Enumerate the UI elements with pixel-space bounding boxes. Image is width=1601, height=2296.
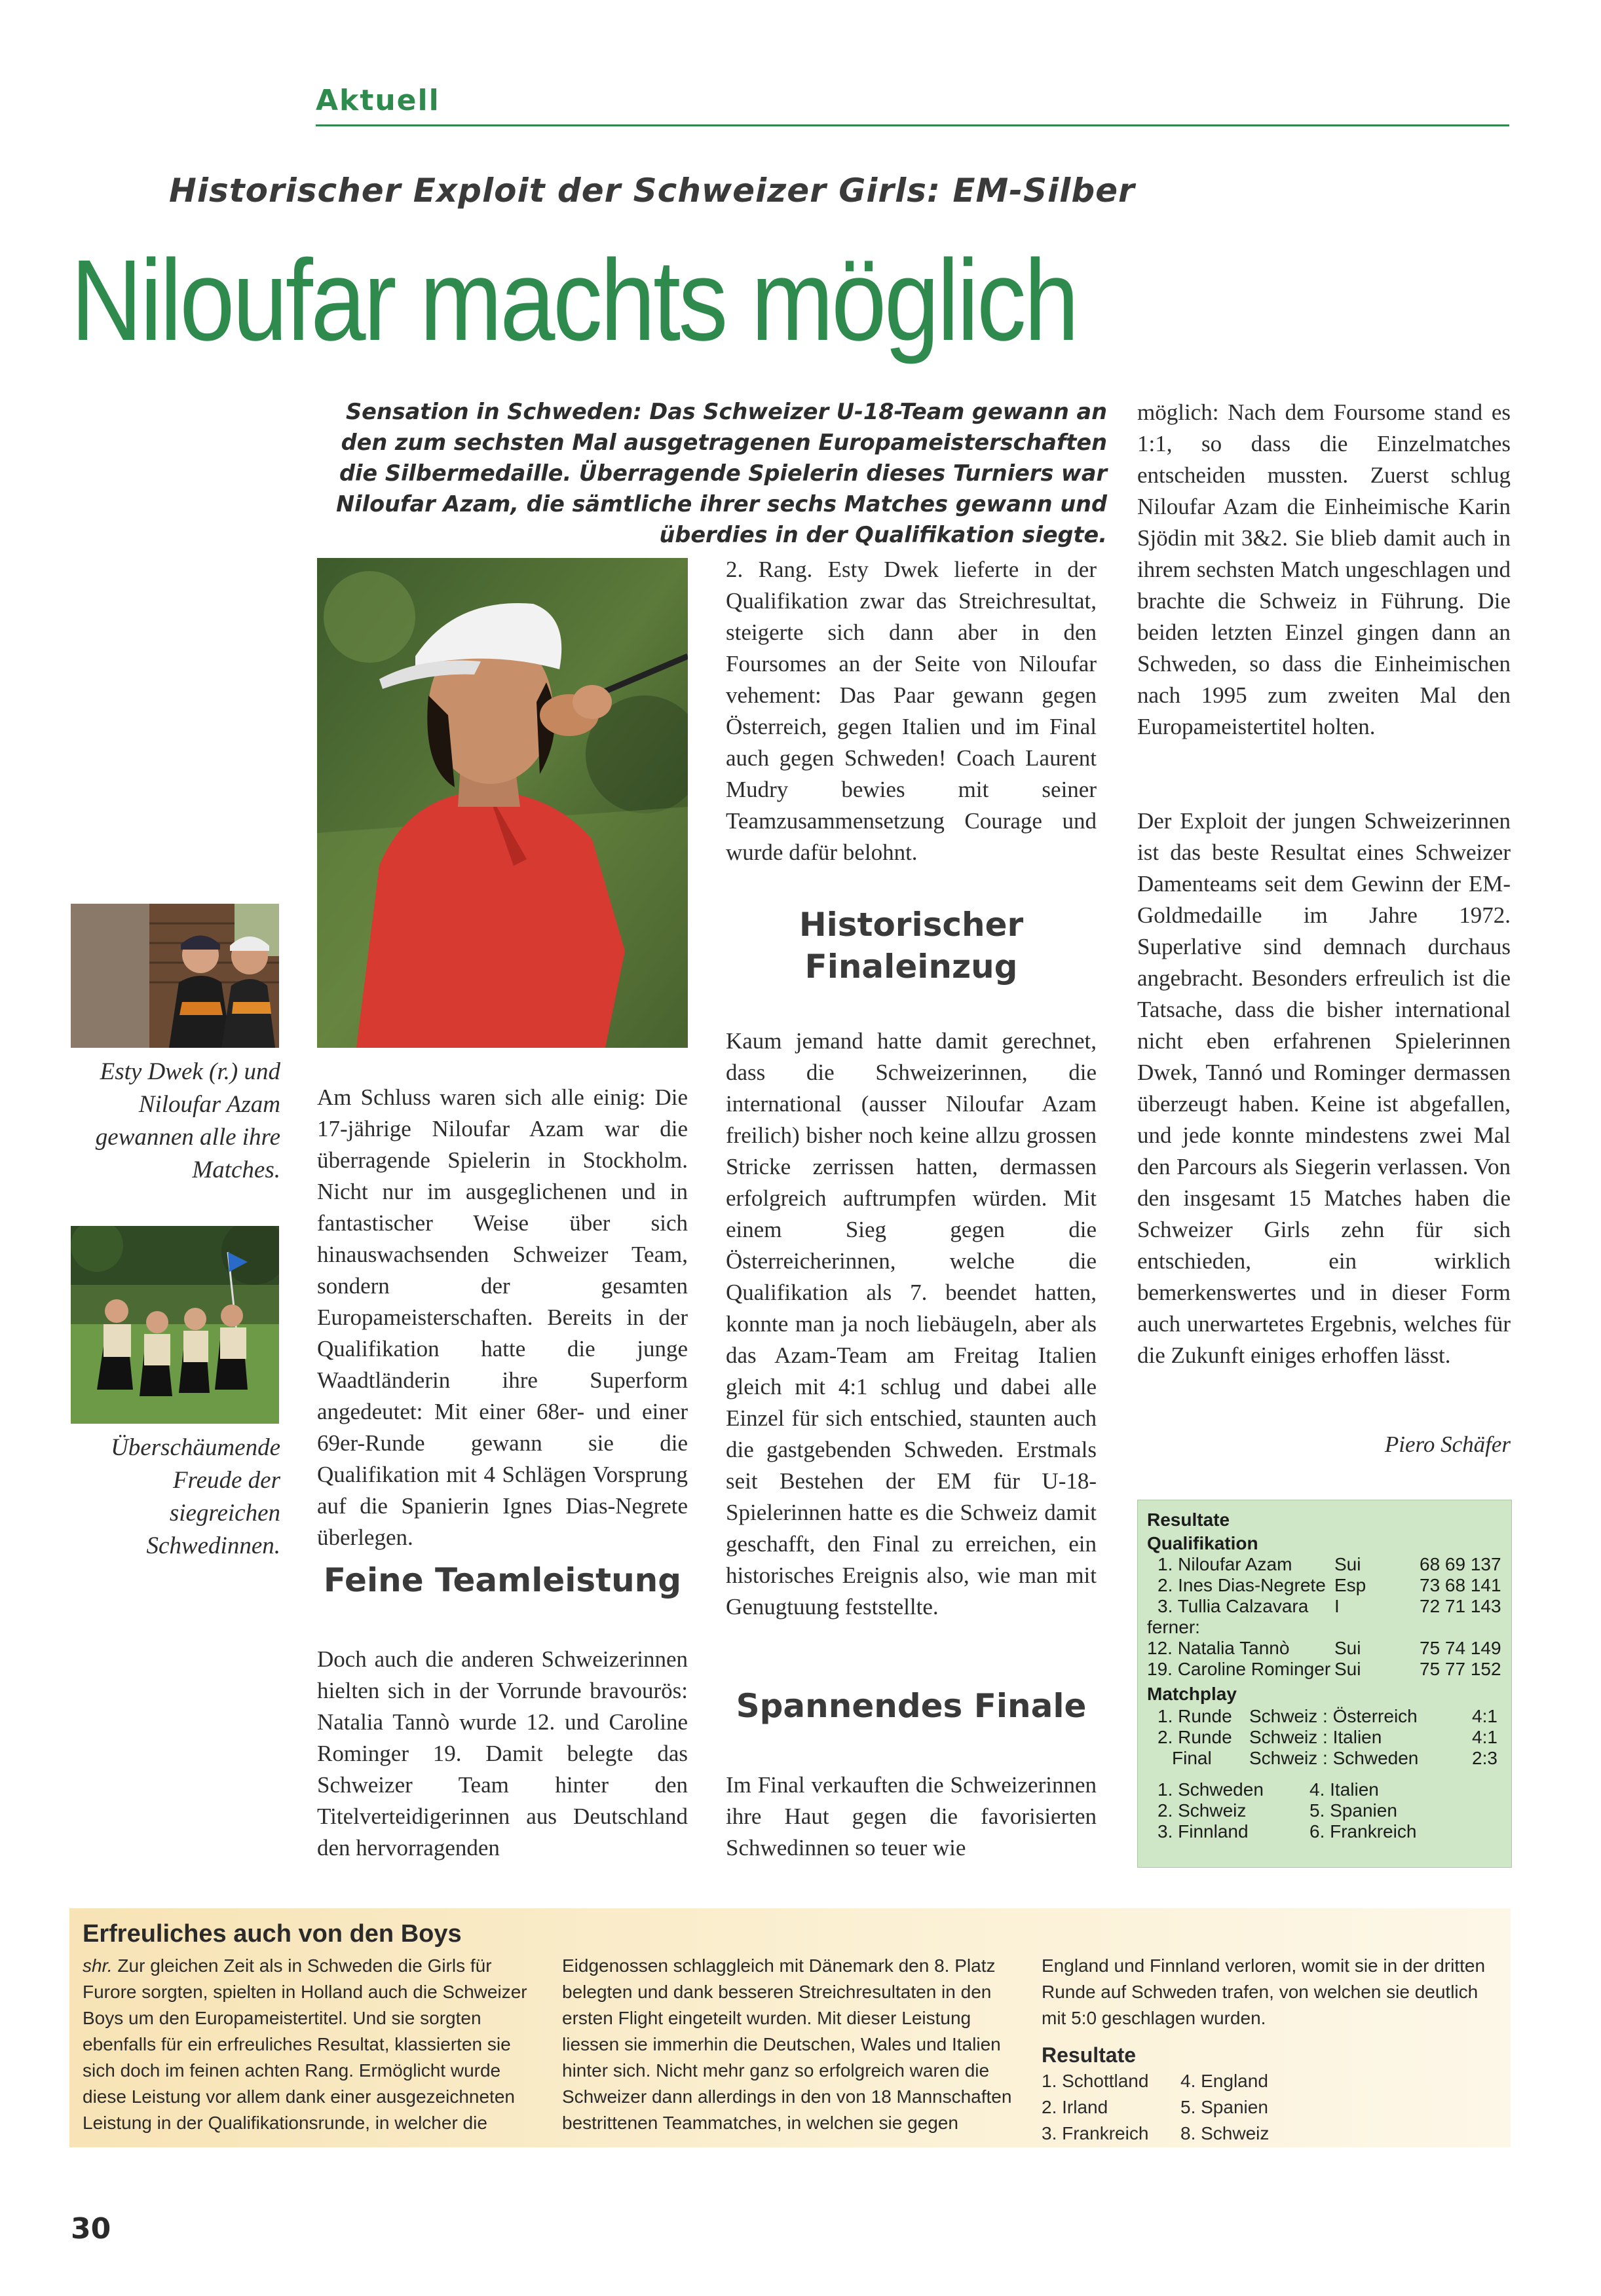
final-ranking-row: 3. Finnland 6. Frankreich <box>1158 1821 1417 1842</box>
matchplay-title: Matchplay <box>1147 1684 1237 1704</box>
results-box <box>1137 1500 1512 1868</box>
column-2 <box>726 554 1097 868</box>
qual-row: 3. Tullia Calzavara I 72 71 143 <box>1158 1596 1501 1616</box>
boys-column-2: Eidgenossen schlaggleich mit Dänemark den 8. Platz belegten und dank besseren Streichresultaten in den ersten Flight eingeteilt wurden. Mit dieser Leistung liessen sie immerhin die Deutschen, Wales und Italien hinter sich. Nicht mehr ganz so erfolgreich waren die Schweizer dann allerdings in den von 18 Mannschaften bestrittenen Teammatches, in welchen sie gegen <box>562 1955 1012 2133</box>
boys-result-row: 3. Frankreich 8. Schweiz <box>1042 2123 1270 2143</box>
article-lead: Sensation in Schweden: Das Schweizer U-18-Team gewann an den zum sechsten Mal ausgetragenen Europameisterschaften die Silbermedaille. Überragende Spielerin dieses Turniers war Niloufar Azam, die sämtliche ihrer sechs Matches gewann und überdies in der Qualifikation siegte. <box>336 399 1107 547</box>
column3-paragraph-2: Der Exploit der jungen Schweizerinnen ist das beste Resultat eines Schweizer Damenteams seit dem Gewinn der EM-Goldmedaille im Jahre 1972. Superlative sind demnach durchaus angebracht. Besonders erfreulich ist die Tatsache, dass die bisher international nicht eben erfahrenen Spielerinnen Dwek, Tannó und Rominger dermassen überzeugt haben. Keine ist abgefallen, und jede konnte mindestens zwei Mal den Parcours als Siegerin verlassen. Von den insgesamt 15 Matches haben die Schweizer Girls zehn für sich entschieden, ein wirklich bemerkenswertes und in dieser Form auch unerwartetes Ergebnis, welches für die Zukunft einiges erhoffen lässt. <box>1137 808 1511 1368</box>
final-ranking-row: 1. Schweden 4. Italien <box>1158 1779 1379 1800</box>
column-3-continued <box>1137 805 1511 1371</box>
boys-results-title: Resultate <box>1042 2043 1137 2067</box>
column1-paragraph-1: Am Schluss waren sich alle einig: Die 17-jährige Niloufar Azam war die überragende Spielerin in Stockholm. Nicht nur im ausgeglichenen und in fantastischer Weise über sich hinauswachsenden Schweizer Team, sondern der gesamten Europameisterschaften. Bereits in der Qualifikation hatte die junge Waadtländerin ihre Superform angedeutet: Mit einer 68er- und einer 69er-Runde gewann sie die Qualifikation mit 4 Schlägen Vorsprung auf die Spanierin Ignes Dias-Negrete überlegen. <box>317 1084 688 1550</box>
side-photo-swedish-team <box>71 1226 279 1424</box>
heading-line-1: Historischer <box>799 906 1024 944</box>
ferner-label: ferner: <box>1147 1617 1200 1637</box>
qual-row: 1. Niloufar Azam Sui 68 69 137 <box>1158 1554 1501 1574</box>
section-rule <box>316 124 1509 126</box>
author-byline: Piero Schäfer <box>1384 1432 1511 1457</box>
column-2-final <box>726 1769 1097 1864</box>
article-headline: Niloufar machts möglich <box>71 236 1077 365</box>
boys-author: shr. <box>83 1955 113 1976</box>
results-title: Resultate <box>1147 1509 1230 1530</box>
caption-photo2: Überschäumende Freude der siegreichen Schwedinnen. <box>111 1434 280 1559</box>
column-1 <box>317 1082 688 1553</box>
heading-line-2: Finaleinzug <box>804 948 1018 986</box>
match-row: Final Schweiz : Schweden 2:3 <box>1172 1748 1497 1768</box>
column2-paragraph-1: 2. Rang. Esty Dwek lieferte in der Qualifikation zwar das Streichresultat, steigerte sich dann aber in den Foursomes an der Seite von Niloufar vehement: Das Paar gewann gegen Österreich, gegen Italien und im Final auch gegen Schweden! Coach Laurent Mudry bewies mit seiner Teamzusammensetzung Courage und wurde dafür belohnt. <box>726 557 1097 865</box>
main-photo <box>317 558 688 1048</box>
qual-row: 19. Caroline Rominger Sui 75 77 152 <box>1147 1659 1501 1679</box>
match-row: 2. Runde Schweiz : Italien 4:1 <box>1158 1727 1497 1747</box>
side-photo-dwek-azam <box>71 904 279 1048</box>
column-3 <box>1137 397 1511 743</box>
boys-column-1: shr. Zur gleichen Zeit als in Schweden die Girls für Furore sorgten, spielten in Holland auch die Schweizer Boys um den Europameistertitel. Und sie sorgten ebenfalls für ein erfreuliches Resultat, klassierten sie sich doch im feinen achten Rang. Ermöglicht wurde diese Leistung vor allem dank einer ausgezeichneten Leistung in der Qualifikationsrunde, in welcher die <box>83 1955 527 2133</box>
section-label: Aktuell <box>316 84 440 117</box>
boys-column-3: England und Finnland verloren, womit sie in der dritten Runde auf Schweden trafen, von welchen sie deutlich mit 5:0 geschlagen wurden. Resultate 1. Schottland 4. England 2. Irland 5. Spanien 3. Frankreich 8. Schweiz <box>1042 1953 1500 2147</box>
page-number: 30 <box>71 2212 111 2246</box>
column2-paragraph-2: Kaum jemand hatte damit gerechnet, dass die Schweizerinnen, die international (ausser Niloufar Azam freilich) bisher noch keine allzu grossen Stricke zerrissen hatten, dermassen erfolgreich auftrumpfen würden. Mit einem Sieg gegen die Österreicherinnen, welche die Qualifikation als 7. beendet hatten, konnte man ja noch liebäugeln, aber als das Azam-Team am Freitag Italien gleich mit 4:1 schlug und dabei alle Einzel für sich entschied, staunten auch die gastgebenden Schweden. Erstmals seit Bestehen der EM für U-18-Spielerinnen hatte es die Schweiz damit geschafft, den Final zu erreichen, ein historisches Ereignis also, wie man mit Genugtuung feststellte. <box>726 1028 1097 1620</box>
column1-paragraph-2: Doch auch die anderen Schweizerinnen hielten sich in der Vorrunde bravourös: Natalia Tannò wurde 12. und Caroline Rominger 19. Damit belegte das Schweizer Team hinter den Titelverteidigerinnen aus Deutschland den hervorragenden <box>317 1646 688 1861</box>
article-kicker: Historischer Exploit der Schweizer Girls: EM-Silber <box>169 172 1135 210</box>
boys-box <box>69 1908 1511 2147</box>
column-2-continued <box>726 1026 1097 1623</box>
caption-photo1: Esty Dwek (r.) und Niloufar Azam gewannen alle ihre Matches. <box>95 1058 280 1183</box>
column-1-continued <box>317 1644 688 1864</box>
column3-paragraph-1: möglich: Nach dem Foursome stand es 1:1, so dass die Einzelmatches entscheiden mussten. Zuerst schlug Niloufar Azam die Einheimische Karin Sjödin mit 3&2. Sie blieb damit auch in ihrem sechsten Match ungeschlagen und brachte die Schweiz in Führung. Die beiden letzten Einzel gingen dann an Schweden, so dass die Einheimischen nach 1995 zum zweiten Mal den Europameistertitel holten. <box>1137 399 1511 739</box>
heading-spannendes-finale: Spannendes Finale <box>736 1687 1087 1725</box>
qualifikation-title: Qualifikation <box>1147 1533 1258 1553</box>
heading-historischer-finaleinzug <box>726 904 1097 988</box>
qual-row: 2. Ines Dias-Negrete Esp 73 68 141 <box>1158 1575 1501 1595</box>
column2-paragraph-3: Im Final verkauften die Schweizerinnen ihre Haut gegen die favorisierten Schwedinnen so teuer wie <box>726 1772 1097 1861</box>
boys-result-row: 1. Schottland 4. England <box>1042 2071 1268 2091</box>
match-row: 1. Runde Schweiz : Österreich 4:1 <box>1158 1706 1497 1726</box>
qual-row: 12. Natalia Tannò Sui 75 74 149 <box>1147 1638 1501 1658</box>
final-ranking-row: 2. Schweiz 5. Spanien <box>1158 1800 1397 1821</box>
heading-feine-teamleistung: Feine Teamleistung <box>323 1561 682 1599</box>
boys-title: Erfreuliches auch von den Boys <box>83 1920 462 1948</box>
boys-result-row: 2. Irland 5. Spanien <box>1042 2097 1268 2117</box>
